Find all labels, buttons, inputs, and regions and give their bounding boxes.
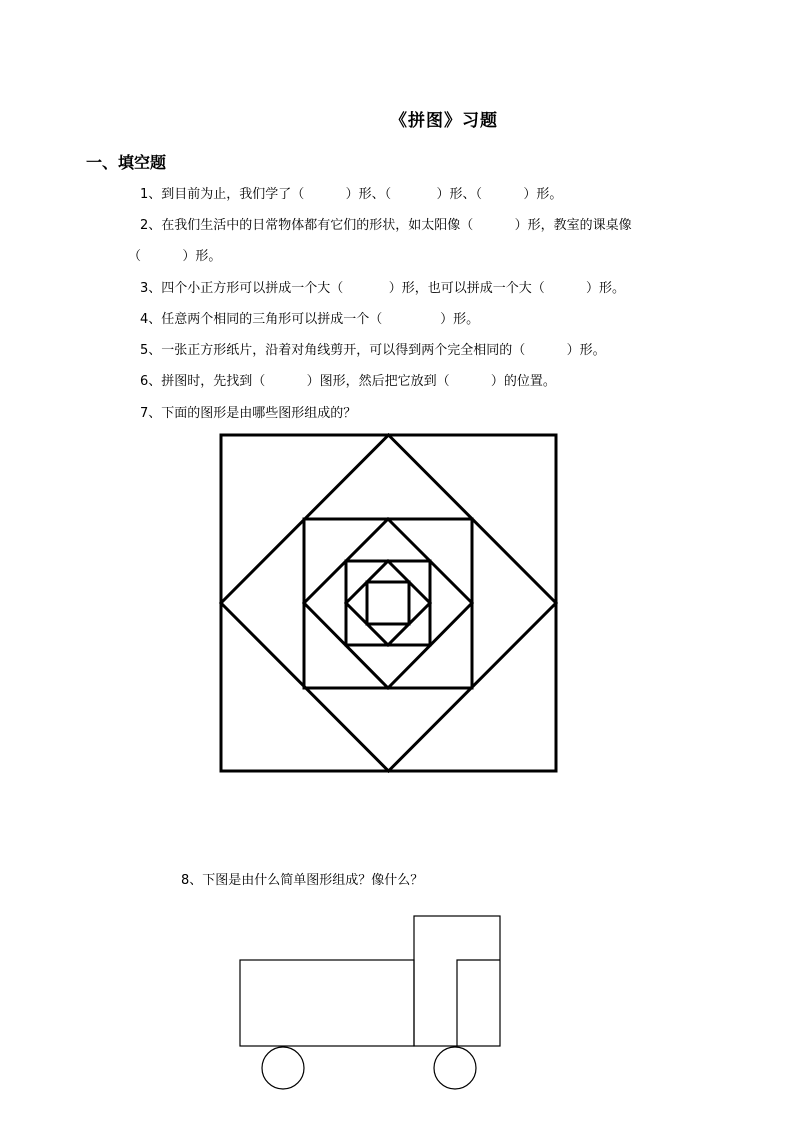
- question-2-continued: （ ）形。: [128, 249, 222, 264]
- truck-window: [457, 960, 500, 1046]
- question-5: 5、一张正方形纸片，沿着对角线剪开，可以得到两个完全相同的（ ）形。: [140, 343, 606, 358]
- question-8: 8、下图是由什么简单图形组成？像什么？: [181, 873, 424, 888]
- truck-cargo-box: [240, 960, 414, 1046]
- question-7: 7、下面的图形是由哪些图形组成的？: [140, 406, 357, 421]
- question-4: 4、任意两个相同的三角形可以拼成一个（ ）形。: [140, 312, 480, 327]
- question-6: 6、拼图时，先找到（ ）图形，然后把它放到（ ）的位置。: [140, 374, 556, 389]
- question-1: 1、到目前为止，我们学了（ ）形、（ ）形、（ ）形。: [140, 187, 563, 202]
- truck-front-wheel: [434, 1047, 476, 1089]
- page-title: 《拼图》习题: [390, 111, 498, 131]
- section-heading: 一、填空题: [86, 153, 167, 172]
- question-3: 3、四个小正方形可以拼成一个大（ ）形，也可以拼成一个大（ ）形。: [140, 281, 626, 296]
- truck-rear-wheel: [262, 1047, 304, 1089]
- question-2: 2、在我们生活中的日常物体都有它们的形状，如太阳像（ ）形，教室的课桌像: [140, 218, 632, 233]
